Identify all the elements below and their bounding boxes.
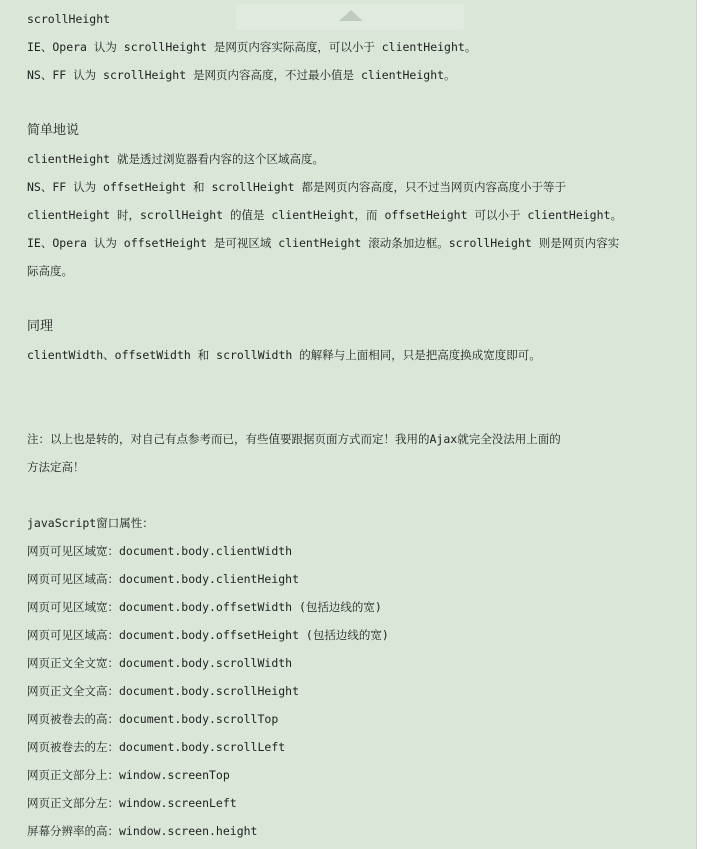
text-line: IE、Opera 认为 scrollHeight 是网页内容实际高度，可以小于 clientHeight。 <box>27 40 477 54</box>
blank-line <box>27 89 692 117</box>
text-line: clientHeight 时，scrollHeight 的值是 clientHeight，而 offsetHeight 可以小于 clientHeight。 <box>27 208 622 222</box>
section-heading: 简单地说 <box>27 123 80 138</box>
property-line: 网页正文全文宽：document.body.scrollWidth <box>27 656 293 670</box>
article-content <box>27 5 692 845</box>
blank-line <box>27 397 692 425</box>
text-line: scrollHeight <box>27 12 111 26</box>
property-line: 网页可见区域宽：document.body.clientWidth <box>27 544 293 558</box>
text-line: IE、Opera 认为 offsetHeight 是可视区域 clientHeight 滚动条加边框。scrollHeight 则是网页内容实 <box>27 236 620 250</box>
property-line: 网页可见区域宽：document.body.offsetWidth (包括边线的宽) <box>27 600 382 614</box>
blank-line <box>27 285 692 313</box>
property-line: 网页可见区域高：document.body.offsetHeight (包括边线的宽) <box>27 628 389 642</box>
text-line: NS、FF 认为 offsetHeight 和 scrollHeight 都是网页内容高度，只不过当网页内容高度小于等于 <box>27 180 566 194</box>
property-line: 网页被卷去的高：document.body.scrollTop <box>27 712 279 726</box>
blank-line <box>27 481 692 509</box>
property-line: 网页正文全文高：document.body.scrollHeight <box>27 684 300 698</box>
text-line: javaScript窗口属性： <box>27 516 154 530</box>
property-line: 网页正文部分上：window.screenTop <box>27 768 230 782</box>
blank-line <box>27 369 692 397</box>
property-line: 网页被卷去的左：document.body.scrollLeft <box>27 740 286 754</box>
property-line: 屏幕分辨率的高：window.screen.height <box>27 824 258 838</box>
text-line: 际高度。 <box>27 264 73 278</box>
text-line: 注：以上也是转的，对自己有点参考而已，有些值要跟据页面方式而定！我用的Ajax就完全没法用上面的 <box>27 432 561 446</box>
text-line: clientHeight 就是透过浏览器看内容的这个区域高度。 <box>27 152 325 166</box>
text-line: 方法定高！ <box>27 460 85 474</box>
property-line: 网页正文部分左：window.screenLeft <box>27 796 237 810</box>
property-line: 网页可见区域高：document.body.clientHeight <box>27 572 300 586</box>
text-line: NS、FF 认为 scrollHeight 是网页内容高度，不过最小值是 clientHeight。 <box>27 68 456 82</box>
section-heading: 同理 <box>27 319 54 334</box>
text-line: clientWidth、offsetWidth 和 scrollWidth 的解释与上面相同，只是把高度换成宽度即可。 <box>27 348 541 362</box>
